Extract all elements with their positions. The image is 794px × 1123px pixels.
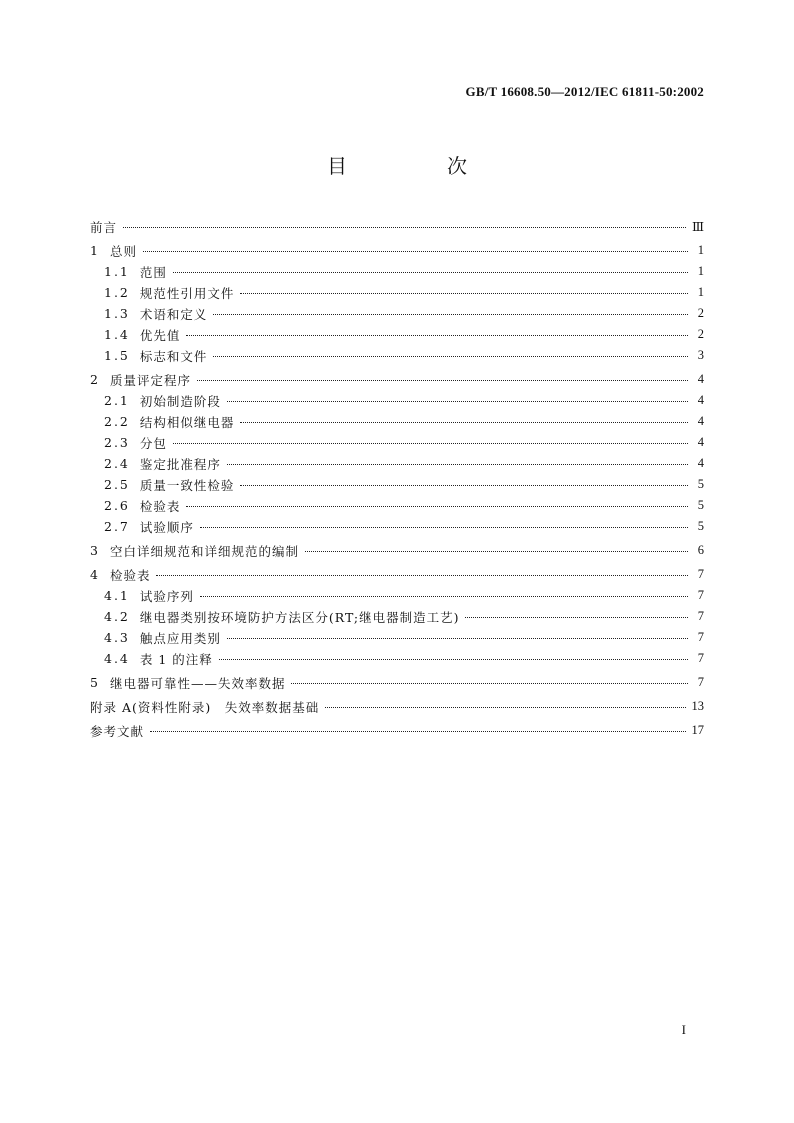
toc-entry-label: 前言 bbox=[90, 219, 118, 235]
toc-entry-label: 总则 bbox=[109, 243, 137, 259]
toc-entry-page: 5 bbox=[697, 498, 704, 512]
toc-entry[interactable] bbox=[90, 369, 704, 390]
dot-leader bbox=[227, 401, 688, 402]
toc-entry-page: 13 bbox=[691, 699, 704, 713]
toc-entry[interactable] bbox=[90, 720, 704, 741]
toc-entry[interactable] bbox=[90, 390, 704, 411]
dot-leader bbox=[240, 422, 688, 423]
toc-entry[interactable] bbox=[90, 696, 704, 717]
toc-entry-number: 3 bbox=[90, 543, 100, 558]
toc-entry[interactable] bbox=[90, 216, 704, 237]
toc-entry-number: 4 bbox=[90, 567, 100, 582]
toc-entry[interactable] bbox=[90, 627, 704, 648]
toc-entry[interactable] bbox=[90, 474, 704, 495]
toc-entry[interactable] bbox=[90, 516, 704, 537]
toc-entry-page: 4 bbox=[697, 372, 704, 386]
toc-entry-label: 初始制造阶段 bbox=[139, 393, 221, 409]
toc-entry-number: 2.2 bbox=[104, 414, 130, 429]
toc-entry-number: 4.4 bbox=[104, 651, 130, 666]
toc-entry[interactable] bbox=[90, 282, 704, 303]
toc-entry-label: 规范性引用文件 bbox=[139, 285, 235, 301]
toc-entry[interactable] bbox=[90, 585, 704, 606]
page-folio: I bbox=[681, 1022, 686, 1037]
toc-entry-label: 表 1 的注释 bbox=[139, 651, 213, 667]
toc-entry[interactable] bbox=[90, 672, 704, 693]
toc-entry-label: 检验表 bbox=[139, 498, 181, 514]
toc-entry-number: 2.3 bbox=[104, 435, 130, 450]
dot-leader bbox=[143, 251, 688, 252]
toc-entry-label: 分包 bbox=[139, 435, 167, 451]
toc-entry-page: 1 bbox=[697, 264, 704, 278]
toc-entry-label: 触点应用类别 bbox=[139, 630, 221, 646]
toc-entry-page: Ⅲ bbox=[691, 219, 704, 234]
toc-entry-page: 4 bbox=[697, 456, 704, 470]
toc-entry-number: 4.3 bbox=[104, 630, 130, 645]
toc-entry-number: 2 bbox=[90, 372, 100, 387]
toc-entry-page: 4 bbox=[697, 393, 704, 407]
toc-entry-label: 空白详细规范和详细规范的编制 bbox=[109, 543, 299, 559]
dot-leader bbox=[186, 506, 688, 507]
dot-leader bbox=[240, 293, 688, 294]
dot-leader bbox=[240, 485, 688, 486]
toc-entry-label: 继电器可靠性——失效率数据 bbox=[109, 675, 286, 691]
toc-entry-label: 术语和定义 bbox=[139, 306, 208, 322]
toc-entry-number: 1 bbox=[90, 243, 100, 258]
standard-code: GB/T 16608.50—2012/IEC 61811-50:2002 bbox=[465, 84, 704, 99]
toc-entry[interactable] bbox=[90, 606, 704, 627]
toc-entry[interactable] bbox=[90, 303, 704, 324]
toc-entry[interactable] bbox=[90, 432, 704, 453]
toc-entry-number: 2.7 bbox=[104, 519, 130, 534]
toc-entry-page: 4 bbox=[697, 435, 704, 449]
toc-entry-page: 7 bbox=[697, 651, 704, 665]
toc-entry[interactable] bbox=[90, 345, 704, 366]
dot-leader bbox=[325, 707, 685, 708]
toc-entry-page: 5 bbox=[697, 477, 704, 491]
toc-entry-label: 附录 A(资料性附录) 失效率数据基础 bbox=[90, 699, 320, 715]
toc-entry-number: 5 bbox=[90, 675, 100, 690]
toc-entry[interactable] bbox=[90, 411, 704, 432]
toc-entry[interactable] bbox=[90, 648, 704, 669]
dot-leader bbox=[227, 638, 688, 639]
toc-entry-number: 1.2 bbox=[104, 285, 130, 300]
toc-entry[interactable] bbox=[90, 261, 704, 282]
toc-entry-label: 继电器类别按环境防护方法区分(RT;继电器制造工艺) bbox=[139, 609, 460, 625]
toc-entry-label: 试验序列 bbox=[139, 588, 194, 604]
toc-entry-label: 结构相似继电器 bbox=[139, 414, 235, 430]
toc-entry-number: 4.2 bbox=[104, 609, 130, 624]
toc-entry-label: 参考文献 bbox=[90, 723, 145, 739]
toc-entry[interactable] bbox=[90, 324, 704, 345]
dot-leader bbox=[465, 617, 688, 618]
toc-entry-page: 6 bbox=[697, 543, 704, 557]
toc-title: 目 次 bbox=[327, 154, 507, 178]
dot-leader bbox=[305, 551, 688, 552]
dot-leader bbox=[173, 272, 688, 273]
toc-entry-label: 检验表 bbox=[109, 567, 151, 583]
dot-leader bbox=[291, 683, 688, 684]
table-of-contents bbox=[90, 216, 704, 741]
dot-leader bbox=[213, 314, 688, 315]
toc-entry-label: 优先值 bbox=[139, 327, 181, 343]
toc-entry-page: 2 bbox=[697, 327, 704, 341]
toc-entry-page: 7 bbox=[697, 609, 704, 623]
dot-leader bbox=[200, 527, 688, 528]
dot-leader bbox=[213, 356, 688, 357]
toc-entry-number: 2.6 bbox=[104, 498, 130, 513]
toc-entry[interactable] bbox=[90, 495, 704, 516]
toc-entry-label: 质量一致性检验 bbox=[139, 477, 235, 493]
toc-entry[interactable] bbox=[90, 453, 704, 474]
toc-entry-page: 1 bbox=[697, 285, 704, 299]
dot-leader bbox=[200, 596, 688, 597]
toc-entry-page: 5 bbox=[697, 519, 704, 533]
toc-entry[interactable] bbox=[90, 240, 704, 261]
toc-entry-page: 17 bbox=[691, 723, 704, 737]
toc-entry[interactable] bbox=[90, 540, 704, 561]
dot-leader bbox=[173, 443, 688, 444]
toc-entry-page: 7 bbox=[697, 588, 704, 602]
dot-leader bbox=[186, 335, 688, 336]
dot-leader bbox=[197, 380, 688, 381]
toc-entry-label: 质量评定程序 bbox=[109, 372, 191, 388]
toc-entry-number: 1.1 bbox=[104, 264, 130, 279]
toc-entry-number: 4.1 bbox=[104, 588, 130, 603]
toc-entry-page: 7 bbox=[697, 567, 704, 581]
toc-entry-page: 3 bbox=[697, 348, 704, 362]
toc-entry-number: 1.4 bbox=[104, 327, 130, 342]
toc-entry-label: 范围 bbox=[139, 264, 167, 280]
toc-entry-number: 2.4 bbox=[104, 456, 130, 471]
toc-entry-page: 7 bbox=[697, 630, 704, 644]
toc-entry-page: 4 bbox=[697, 414, 704, 428]
toc-entry-label: 鉴定批准程序 bbox=[139, 456, 221, 472]
dot-leader bbox=[150, 731, 685, 732]
dot-leader bbox=[227, 464, 688, 465]
toc-entry-page: 7 bbox=[697, 675, 704, 689]
toc-entry[interactable] bbox=[90, 564, 704, 585]
toc-entry-label: 标志和文件 bbox=[139, 348, 208, 364]
toc-entry-number: 1.3 bbox=[104, 306, 130, 321]
dot-leader bbox=[156, 575, 688, 576]
toc-entry-number: 2.5 bbox=[104, 477, 130, 492]
dot-leader bbox=[123, 227, 686, 228]
toc-entry-number: 1.5 bbox=[104, 348, 130, 363]
dot-leader bbox=[219, 659, 688, 660]
toc-entry-page: 2 bbox=[697, 306, 704, 320]
toc-entry-page: 1 bbox=[697, 243, 704, 257]
toc-entry-number: 2.1 bbox=[104, 393, 130, 408]
toc-entry-label: 试验顺序 bbox=[139, 519, 194, 535]
